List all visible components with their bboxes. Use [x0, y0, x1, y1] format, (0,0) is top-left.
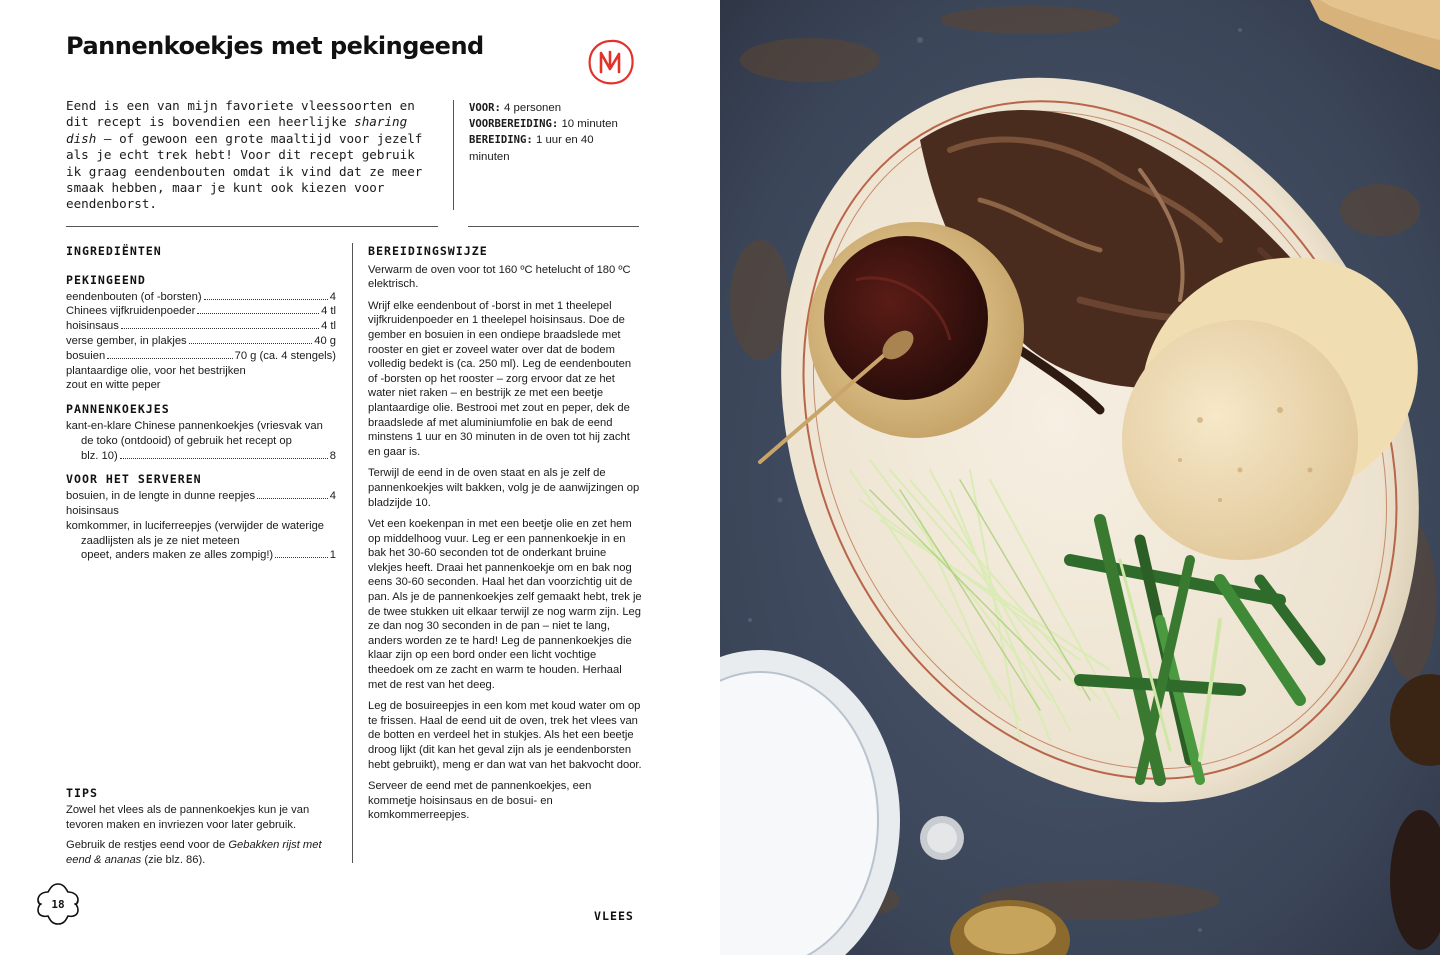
ingredients-section — [66, 244, 336, 572]
ingredient-row: plantaardige olie, voor het bestrijken — [66, 364, 246, 377]
page-number: 18 — [51, 897, 65, 911]
method-step: Serveer de eend met de pannenkoekjes, een kommetje hoisinsaus en de bosui- en komkommerreepjes. — [368, 780, 592, 822]
group-title: VOOR HET SERVEREN — [66, 472, 202, 487]
ingredient-row: hoisinsaus 4 tl — [66, 320, 336, 333]
group-title: PEKINGEEND — [66, 272, 146, 287]
ingredient-group — [66, 273, 336, 393]
method-step: Leg de bosuireepjes in een kom met koud water om op te frissen. Haal de eend uit de oven, trek het vlees van de botten en verdeel het in stukjes. Als het een beetje droog lijkt (dit kan het geval zijn als je eendenborsten hebt gebruikt), meng er dan wat van het bakvocht door. — [368, 700, 642, 771]
ingredient-row: Chinees vijfkruidenpoeder 4 tl — [66, 305, 336, 318]
tips-section — [66, 786, 346, 874]
method-heading: BEREIDINGSWIJZE — [368, 244, 488, 258]
method-step: Vet een koekenpan in met een beetje olie en zet hem op middelhoog vuur. Leg er een pannenkoekje in en bak het 30-60 seconden tot de onderkant bruine vlekjes heeft. Draai het pannenkoekje om en bak nog eens 30-60 seconden. Haal het dan voorzichtig uit de pan. Als je de pannenkoekjes zelf gemaakt hebt, trek je de twee stukken uit elkaar terwijl ze nog warm zijn. Leg ze dan nog 30 seconden in de pan – niet te lang, anders worden ze te hard! Leg de pannenkoekjes die klaar zijn op een bord onder een licht vochtige theedoek om ze zacht en warm te houden. Herhaal met de rest van het deeg. — [368, 518, 642, 691]
tips-heading: TIPS — [66, 786, 98, 800]
divider — [468, 226, 639, 227]
food-photo — [720, 0, 1440, 955]
ingredient-group — [66, 402, 336, 463]
ingredient-row: verse gember, in plakjes 40 g — [66, 334, 336, 347]
method-step: Verwarm de oven voor tot 160 ºC hetelucht of 180 ºC elektrisch. — [368, 263, 631, 291]
section-label: VLEES — [594, 909, 634, 923]
method-step: Terwijl de eend in de oven staat en als je zelf de pannenkoekjes wilt bakken, volg je de aanwijzingen op bladzijde 10. — [368, 467, 640, 509]
ingredient-row: kant-en-klare Chinese pannenkoekjes (vriesvak van de toko (ontdooid) of gebruik het recept op — [66, 419, 323, 447]
group-title: PANNENKOEKJES — [66, 402, 170, 417]
divider — [66, 226, 438, 227]
ingredient-row: opeet, anders maken ze alles zompig!) 1 — [81, 549, 336, 562]
ingredient-row: bosuien 70 g (ca. 4 stengels) — [66, 349, 336, 362]
recipe-title: Pannenkoekjes met pekingeend — [66, 32, 484, 60]
ingredient-group — [66, 472, 336, 563]
ingredients-heading: INGREDIËNTEN — [66, 244, 162, 258]
brand-logo-icon — [586, 38, 636, 86]
ingredient-row: eendenbouten (of -borsten) 4 — [66, 290, 336, 303]
ingredient-row: bosuien, in de lengte in dunne reepjes 4 — [66, 490, 336, 503]
divider — [352, 243, 353, 863]
ingredient-row: blz. 10) 8 — [81, 449, 336, 462]
divider — [453, 100, 454, 210]
recipe-meta: VOOR: 4 personen VOORBEREIDING: 10 minuten BEREIDING: 1 uur en 40 minuten — [469, 102, 618, 163]
tip-text: Zowel het vlees als de pannenkoekjes kun je van tevoren maken en invriezen voor later gebruik. — [66, 803, 310, 831]
method-section — [368, 244, 642, 830]
method-step: Wrijf elke eendenbout of -borst in met 1 theelepel vijfkruidenpoeder en 1 theelepel hoisinsaus. Doe de gember en bosuien in een ondiepe braadslede met rooster en giet er zoveel water over dat de bodem volledig bedekt is (ca. 250 ml). Leg de eendenbouten of -borsten op het rooster – zorg ervoor dat ze het water niet raken – en bestrijk ze met een beetje plantaardige olie. Bestrooi met zout en peper, dek de braadslede af met aluminiumfolie en bak de eend minstens 1 uur en 30 minuten in de oven tot hij zacht en gaar is. — [368, 299, 632, 458]
ingredient-row: zout en witte peper — [66, 379, 161, 392]
peking-duck-photo — [720, 0, 1440, 955]
ingredient-row: komkommer, in luciferreepjes (verwijder de waterige zaadlijsten als je ze niet meteen — [66, 519, 325, 547]
tip-text: Gebruik de restjes eend voor de Gebakken rijst met eend & ananas (zie blz. 86). — [66, 839, 322, 867]
intro-text: Eend is een van mijn favoriete vleessoorten en dit recept is bovendien een heerlijke sharing dish – of gewoon een grote maaltijd voor jezelf als je echt trek hebt! Voor dit recept gebruik ik graag eendenbouten omdat ik vind dat ze meer smaak hebben, maar je kunt ook kiezen voor eendenborst. — [66, 98, 423, 212]
ingredient-row: hoisinsaus — [66, 504, 119, 517]
